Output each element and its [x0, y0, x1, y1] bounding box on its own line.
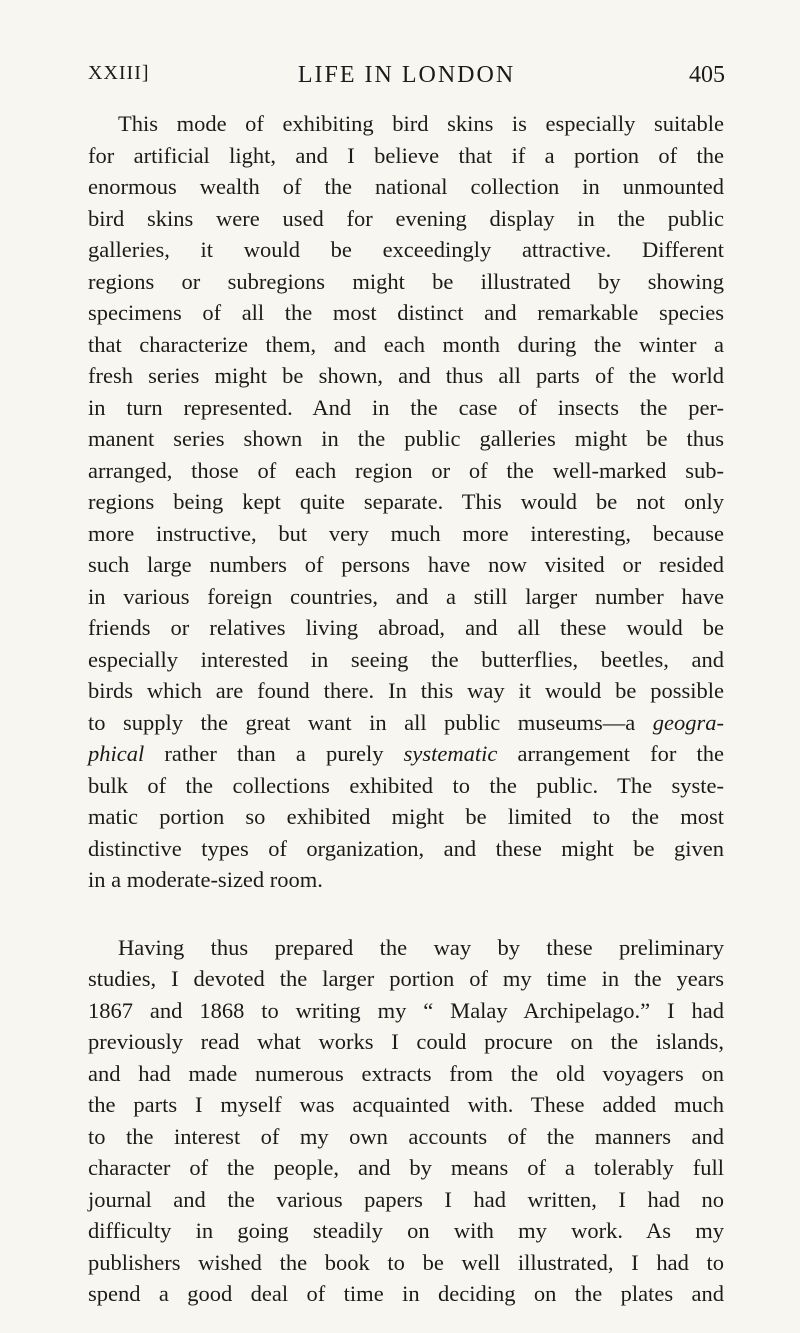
italic-term: systematic [403, 741, 498, 766]
text-line: in a moderate-sized room. [88, 867, 323, 892]
text-line: especially interested in seeing the butterflies, beetles, and [88, 646, 724, 672]
text-line: fresh series might be shown, and thus all parts of the world [88, 363, 724, 388]
page-number: 405 [689, 62, 725, 88]
text-line: Having thus prepared the way by these preliminary [118, 934, 724, 960]
chapter-number: XXIII] [88, 62, 150, 84]
italic-term: phical [88, 741, 145, 766]
text-line: specimens of all the most distinct and remarkable species [88, 300, 724, 325]
text-line: matic portion so exhibited might be limited to the most [88, 804, 724, 829]
text-line: more instructive, but very much more interesting, because [88, 520, 724, 546]
text-line: bird skins were used for evening display in the public [88, 205, 724, 231]
text-line: friends or relatives living abroad, and all these would be [88, 615, 724, 640]
text-line [88, 738, 724, 770]
text-line [88, 707, 724, 739]
text-line: studies, I devoted the larger portion of my time in the years [88, 966, 724, 991]
text-segment: rather than a purely [144, 741, 404, 766]
text-line: manent series shown in the public galleries might be thus [88, 426, 724, 451]
text-line: arranged, those of each region or of the well-marked sub- [88, 457, 724, 483]
text-line: 1867 and 1868 to writing my “ Malay Archipelago.” I had [88, 997, 724, 1023]
text-line: such large numbers of persons have now visited or resided [88, 552, 724, 577]
paragraph-2 [88, 932, 724, 1310]
body-text [88, 108, 724, 1310]
text-line: This mode of exhibiting bird skins is especially suitable [118, 111, 724, 136]
text-line: birds which are found there. In this way it would be possible [88, 678, 724, 703]
text-line: that characterize them, and each month during the winter a [88, 331, 724, 357]
text-line: to the interest of my own accounts of the manners and [88, 1123, 724, 1149]
text-line: journal and the various papers I had written, I had no [88, 1186, 724, 1212]
running-header [88, 62, 725, 92]
text-line: in various foreign countries, and a still larger number have [88, 583, 724, 609]
text-line: spend a good deal of time in deciding on the plates and [88, 1281, 724, 1306]
text-line: bulk of the collections exhibited to the public. The syste- [88, 772, 724, 798]
text-line: distinctive types of organization, and these might be given [88, 835, 724, 861]
text-line: regions being kept quite separate. This would be not only [88, 489, 724, 514]
text-line: and had made numerous extracts from the old voyagers on [88, 1060, 724, 1086]
text-line: for artificial light, and I believe that if a portion of the [88, 142, 724, 168]
text-line: galleries, it would be exceedingly attractive. Different [88, 237, 724, 262]
text-segment: to supply the great want in all public museums—a [88, 709, 653, 735]
text-line: regions or subregions might be illustrated by showing [88, 268, 724, 294]
text-line: character of the people, and by means of a tolerably full [88, 1155, 724, 1180]
text-line: enormous wealth of the national collection in unmounted [88, 174, 724, 199]
text-line: in turn represented. And in the case of insects the per- [88, 394, 724, 420]
text-segment: arrangement for the [497, 741, 724, 766]
italic-term: geogra- [652, 709, 724, 735]
paragraph-break [88, 896, 724, 932]
paragraph-1 [88, 108, 724, 896]
running-title: LIFE IN LONDON [297, 62, 516, 88]
text-line: difficulty in going steadily on with my work. As my [88, 1218, 724, 1243]
text-line: the parts I myself was acquainted with. These added much [88, 1092, 724, 1117]
text-line: publishers wished the book to be well illustrated, I had to [88, 1249, 724, 1275]
text-line: previously read what works I could procure on the islands, [88, 1029, 724, 1054]
